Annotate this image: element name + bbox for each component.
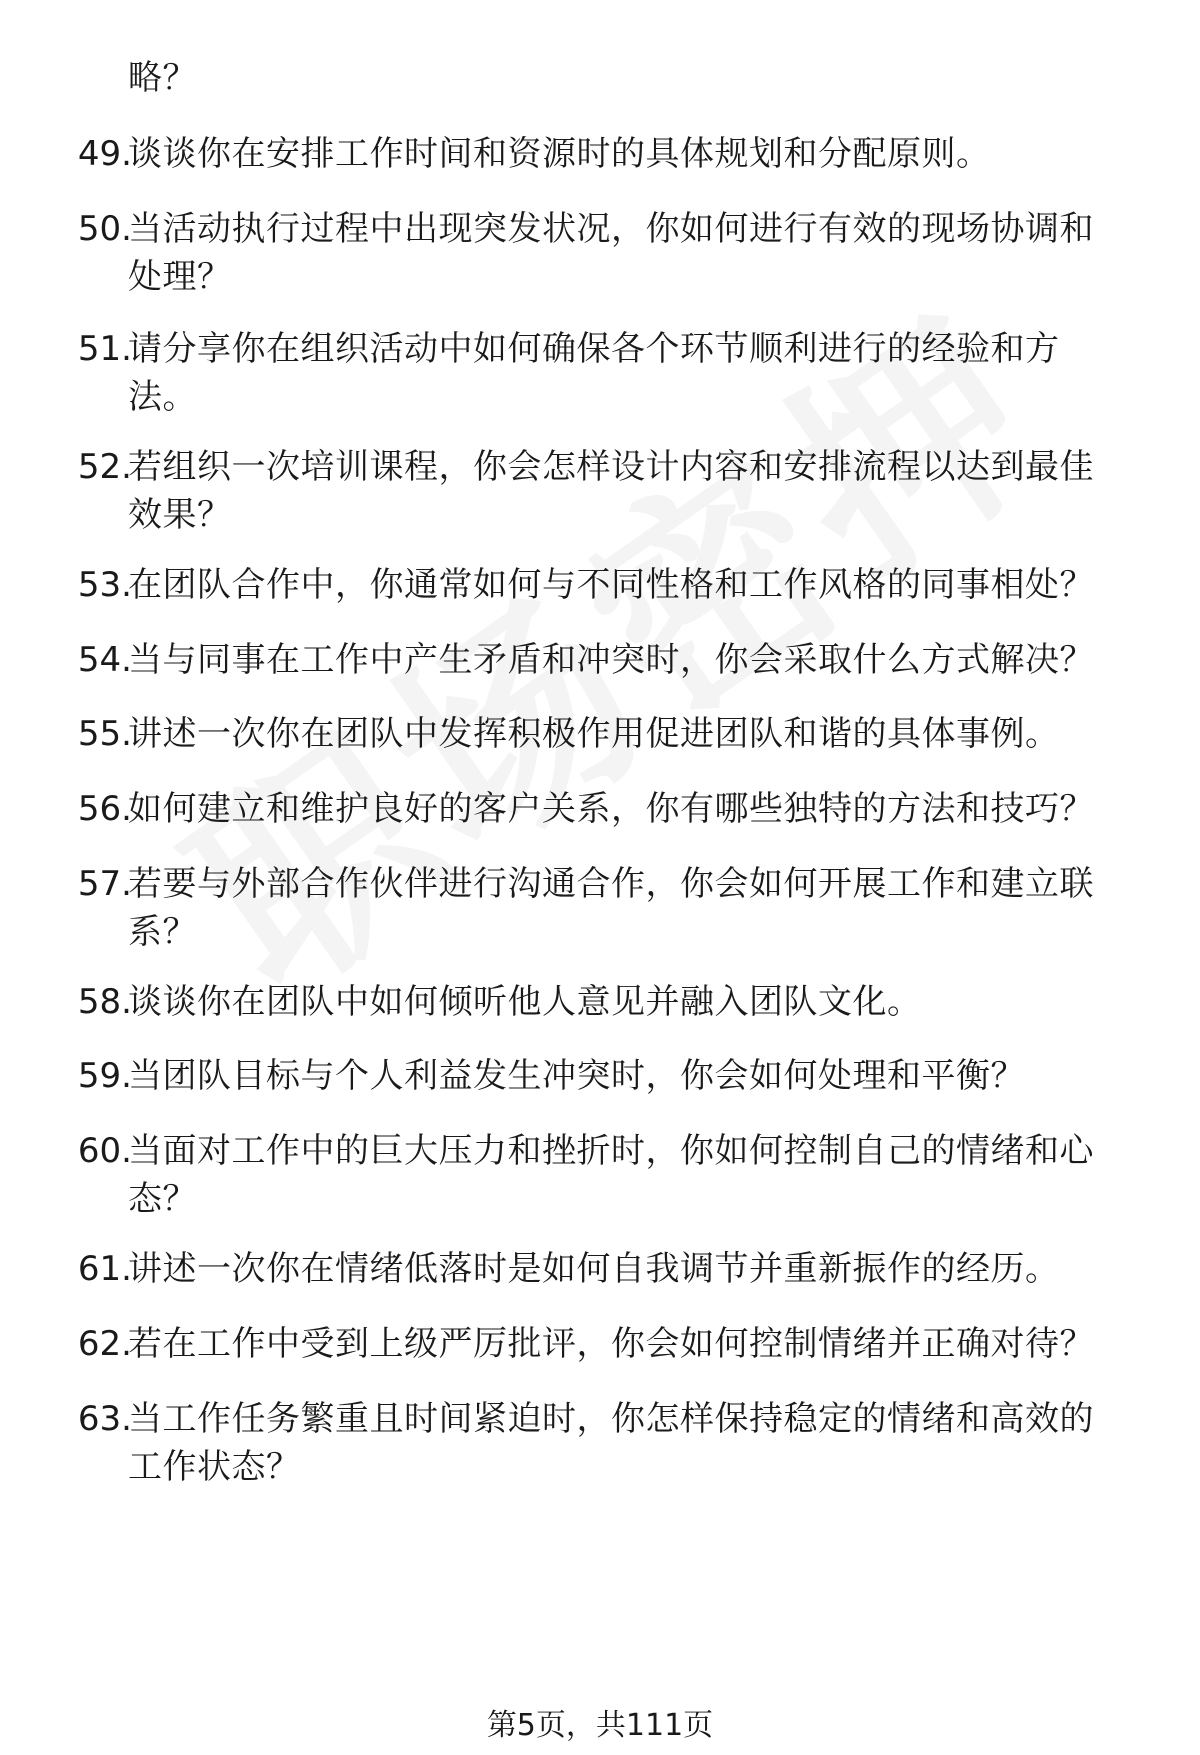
question-number: 57.	[77, 864, 132, 904]
question-number: 61.	[77, 1249, 132, 1289]
question-number: 59.	[77, 1056, 132, 1096]
question-number: 55.	[77, 714, 132, 754]
question-text: 若在工作中受到上级严厉批评，你会如何控制情绪并正确对待？	[128, 1324, 1094, 1364]
question-number: 53.	[77, 565, 132, 605]
question-text: 在团队合作中，你通常如何与不同性格和工作风格的同事相处？	[128, 565, 1094, 605]
question-text: 讲述一次你在团队中发挥积极作用促进团队和谐的具体事例。	[128, 714, 1060, 754]
question-text: 当面对工作中的巨大压力和挫折时，你如何控制自己的情绪和心 态？	[128, 1131, 1094, 1219]
question-number: 62.	[77, 1324, 132, 1364]
page-footer: 第5页，共111页	[486, 1708, 714, 1743]
question-text: 当团队目标与个人利益发生冲突时，你会如何处理和平衡？	[128, 1056, 1025, 1096]
question-number: 63.	[77, 1399, 132, 1439]
question-number: 51.	[77, 329, 132, 369]
question-text: 谈谈你在安排工作时间和资源时的具体规划和分配原则。	[128, 134, 991, 174]
question-text: 谈谈你在团队中如何倾听他人意见并融入团队文化。	[128, 982, 922, 1022]
question-number: 50.	[77, 209, 132, 249]
question-number: 58.	[77, 982, 132, 1022]
question-text: 略？	[128, 58, 197, 98]
question-text: 如何建立和维护良好的客户关系，你有哪些独特的方法和技巧？	[128, 789, 1094, 829]
question-text: 当活动执行过程中出现突发状况，你如何进行有效的现场协调和 处理？	[128, 209, 1094, 297]
question-text: 若要与外部合作伙伴进行沟通合作，你会如何开展工作和建立联 系？	[128, 864, 1094, 952]
question-number: 56.	[77, 789, 132, 829]
question-text: 讲述一次你在情绪低落时是如何自我调节并重新振作的经历。	[128, 1249, 1060, 1289]
question-text: 当与同事在工作中产生矛盾和冲突时，你会采取什么方式解决？	[128, 640, 1094, 680]
question-text: 请分享你在组织活动中如何确保各个环节顺利进行的经验和方 法。	[128, 329, 1060, 417]
question-number: 49.	[77, 134, 132, 174]
question-text: 当工作任务繁重且时间紧迫时，你怎样保持稳定的情绪和高效的 工作状态？	[128, 1399, 1094, 1487]
question-text: 若组织一次培训课程，你会怎样设计内容和安排流程以达到最佳 效果？	[128, 447, 1094, 535]
question-number: 60.	[77, 1131, 132, 1171]
question-number: 54.	[77, 640, 132, 680]
question-number: 52.	[77, 447, 132, 487]
